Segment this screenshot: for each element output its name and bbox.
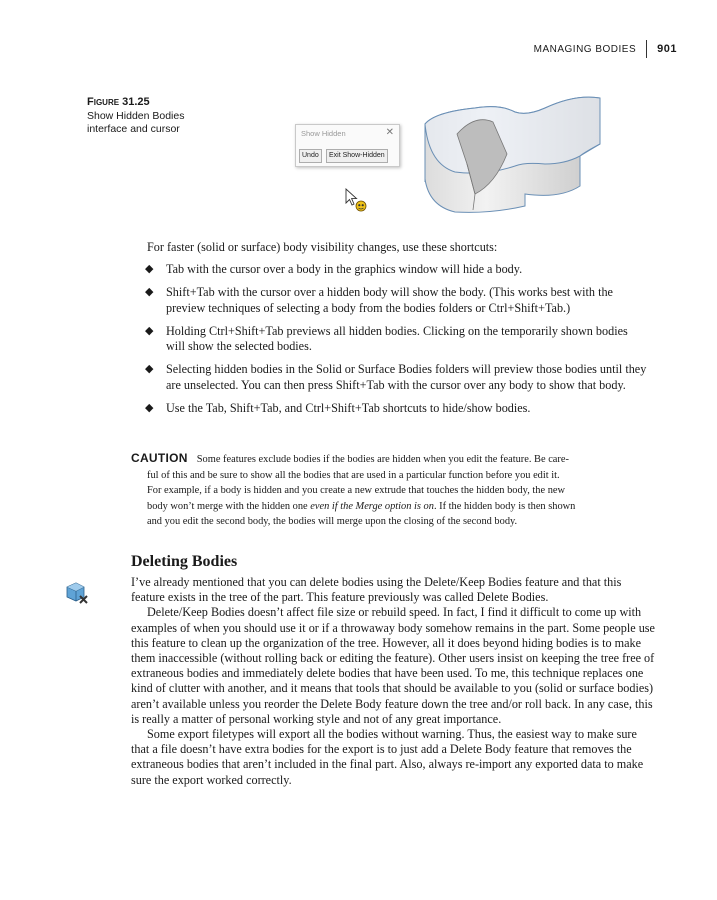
section-title: Deleting Bodies xyxy=(131,553,238,570)
caution-label: CAUTION xyxy=(131,451,188,465)
list-item: ◆ Selecting hidden bodies in the Solid or Surface Bodies folders will preview those bodies until they are unselected. You can then press Shift+Tab with the cursor over any body to show that body. xyxy=(145,362,647,392)
dialog-title: Show Hidden xyxy=(301,129,346,138)
list-item: ◆ Tab with the cursor over a body in the graphics window will hide a body. xyxy=(145,262,523,276)
show-hidden-cursor-icon xyxy=(344,188,370,214)
undo-button[interactable]: Undo xyxy=(299,149,322,163)
list-item: ◆ Holding Ctrl+Shift+Tab previews all hidden bodies. Clicking on the temporarily shown bodies will show the selected bodies. xyxy=(145,323,628,353)
body-paragraphs xyxy=(131,575,655,788)
page-number: 901 xyxy=(657,43,677,55)
delete-body-icon xyxy=(64,581,90,605)
bullet-diamond-icon: ◆ xyxy=(145,401,154,414)
figure-caption-text: Show Hidden Bodies interface and cursor xyxy=(87,109,185,135)
shortcut-list xyxy=(147,262,647,424)
caution-note: CAUTION Some features exclude bodies if the bodies are hidden when you edit the feature. Be care- ful of this and be sure to show all the bodies that are used in a particular function before you edit it. For example, if a body is hidden and you create a new extrude that touches the hidden body, the new body won’t merge with the hidden one even if the Merge option is on. If the hidden body is then shown and you edit the second body, the bodies will merge upon the closing of the second body. xyxy=(131,451,576,528)
running-head-divider xyxy=(646,40,647,58)
bullet-diamond-icon: ◆ xyxy=(145,286,154,298)
list-item: ◆ Shift+Tab with the cursor over a hidden body will show the body. (This works best with the preview techniques of selecting a body from the bodies folders or Ctrl+Shift+Tab.) xyxy=(145,285,613,315)
running-head-title: MANAGING BODIES xyxy=(533,43,637,55)
figure-label: Figure 31.25 xyxy=(87,96,150,108)
bullet-diamond-icon: ◆ xyxy=(145,263,154,275)
shortcuts-intro: For faster (solid or surface) body visibility changes, use these shortcuts: xyxy=(147,240,498,254)
bullet-diamond-icon: ◆ xyxy=(145,324,154,337)
hidden-body-3d-shape xyxy=(415,94,607,214)
exit-show-hidden-button[interactable]: Exit Show-Hidden xyxy=(326,149,388,163)
paragraph: I’ve already mentioned that you can delete bodies using the Delete/Keep Bodies feature and that this feature exists in the tree of the part. This feature previously was called Delete Bodies. xyxy=(131,575,622,605)
list-item: ◆ Use the Tab, Shift+Tab, and Ctrl+Shift+Tab shortcuts to hide/show bodies. xyxy=(145,400,531,415)
running-head xyxy=(534,40,677,58)
paragraph: Delete/Keep Bodies doesn’t affect file size or rebuild speed. In fact, I find it difficult to come up with examples of when you should use it or if a throwaway body somehow remains in the part. Some people use this feature to clean up the organization of the tree. However, all it does beyond hiding bodies is to make them inaccessible (without rolling back or editing the feature). Other users insist on keeping the tree free of extraneous bodies and immediately delete bodies that have been used. To me, this technique replaces one kind of clutter with another, and it means that tools that should be available to you (solid or surface bodies) aren’t available unless you reorder the Delete Body feature down the tree and/or roll back. In any case, this is really a matter of personal working style and not of any great importance. xyxy=(131,605,655,726)
close-icon[interactable]: ✕ xyxy=(385,127,394,138)
bullet-diamond-icon: ◆ xyxy=(145,363,154,375)
figure-caption xyxy=(87,96,207,137)
show-hidden-dialog xyxy=(295,124,400,167)
paragraph: Some export filetypes will export all the bodies without warning. Thus, the easiest way to make sure that a file doesn’t have extra bodies for the export is to just add a Delete Body feature that removes the extraneous bodies that aren’t included in the final part. Also, always re-import any exported data to make sure the export worked correctly. xyxy=(131,727,644,787)
